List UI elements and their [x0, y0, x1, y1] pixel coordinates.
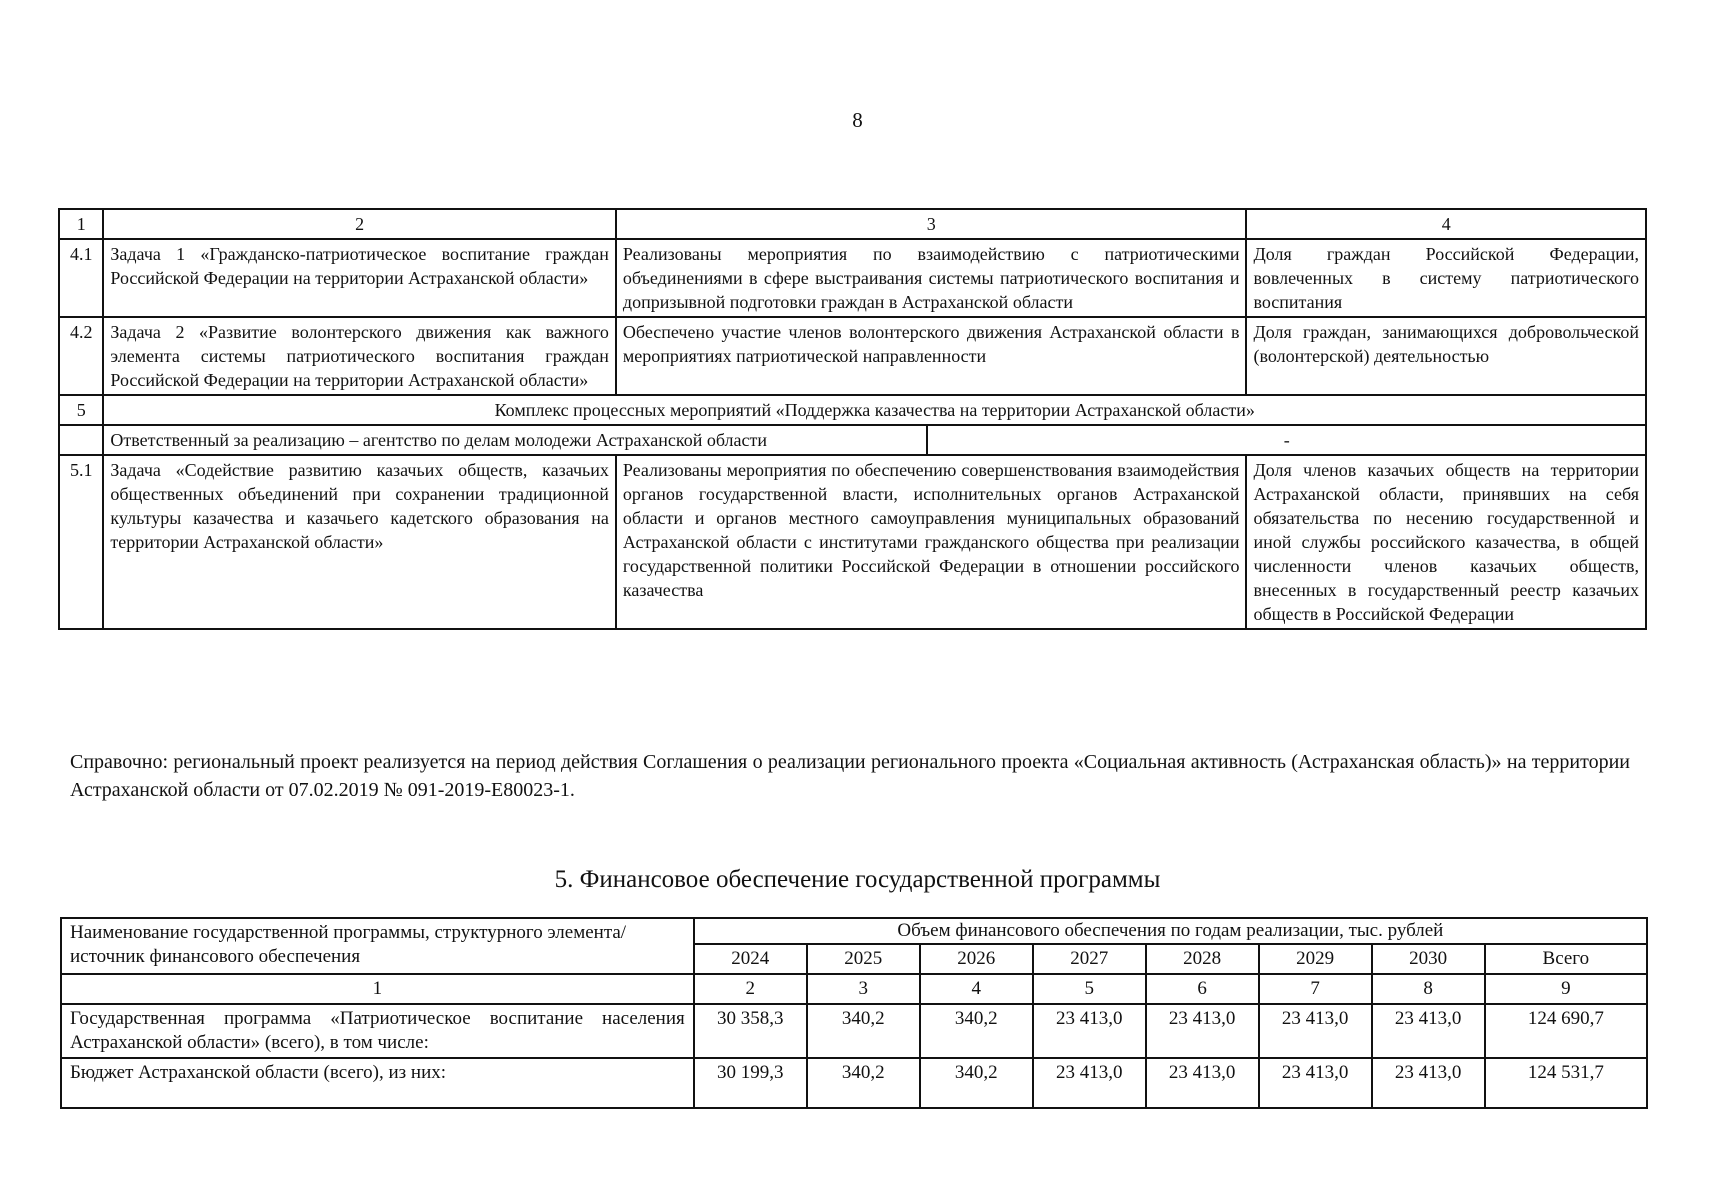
result-cell: Реализованы мероприятия по обеспечению совершенствования взаимодействия органов государственной власти, исполнительных органов Астраханской области и органов местного самоуправления муниципальных образований Астраханской области с институтами гражданского общества при реализации государственной политики Российской Федерации в отношении российского казачества — [616, 455, 1247, 629]
task-cell: Задача 2 «Развитие волонтерского движения как важного элемента системы патриотического воспитания граждан Российской Федерации на территории Астраханской области» — [103, 317, 616, 395]
column-number: 9 — [1485, 974, 1647, 1004]
table-row — [59, 317, 1646, 395]
row-number: 4.2 — [59, 317, 103, 395]
source-name: Бюджет Астраханской области (всего), из них: — [61, 1058, 694, 1108]
responsible-row — [59, 425, 1646, 455]
table-row — [59, 239, 1646, 317]
total-cell: 124 690,7 — [1485, 1004, 1647, 1058]
column-number: 1 — [59, 209, 103, 239]
row-number: 5.1 — [59, 455, 103, 629]
finance-table — [60, 917, 1648, 1109]
task-cell: Задача «Содействие развитию казачьих обществ, казачьих общественных объединений при сохранении традиционной культуры казачества и казачьего кадетского образования на территории Астраханской области» — [103, 455, 616, 629]
tasks-table — [58, 208, 1647, 630]
finance-header-row — [61, 918, 1647, 944]
responsible-value: - — [1283, 430, 1290, 450]
result-cell: Реализованы мероприятия по взаимодействию с патриотическими объединениями в сфере выстраивания системы патриотического воспитания и допризывной подготовки граждан в Астраханской области — [616, 239, 1247, 317]
column-number: 3 — [807, 974, 920, 1004]
value-cell: 30 199,3 — [694, 1058, 807, 1108]
section-title: 5. Финансовое обеспечение государственной программы — [554, 866, 1161, 893]
value-cell: 340,2 — [807, 1058, 920, 1108]
column-number: 4 — [920, 974, 1033, 1004]
indicator-cell: Доля членов казачьих обществ на территории Астраханской области, принявших на себя обязательства по несению государственной и иной службы российского казачества, в общей численности членов казачьих обществ, внесенных в государственный реестр казачьих обществ в Российской Федерации — [1246, 455, 1646, 629]
value-cell: 23 413,0 — [1372, 1058, 1485, 1108]
program-name: Государственная программа «Патриотическое воспитание населения Астраханской области» (всего), в том числе: — [61, 1004, 694, 1058]
value-cell: 23 413,0 — [1146, 1058, 1259, 1108]
section-title-cell: Комплекс процессных мероприятий «Поддержка казачества на территории Астраханской области» — [103, 395, 1646, 425]
year-header: 2027 — [1033, 944, 1146, 974]
indicator-cell: Доля граждан, занимающихся добровольческой (волонтерской) деятельностью — [1246, 317, 1646, 395]
year-header: 2029 — [1259, 944, 1372, 974]
value-cell: 23 413,0 — [1033, 1004, 1146, 1058]
finance-row — [61, 1004, 1647, 1058]
value-cell: 23 413,0 — [1146, 1004, 1259, 1058]
column-number: 3 — [616, 209, 1247, 239]
table-header-row — [59, 209, 1646, 239]
name-header: Наименование государственной программы, структурного элемента/источник финансового обеспечения — [61, 918, 694, 974]
responsible-cell — [103, 425, 1646, 455]
column-number: 8 — [1372, 974, 1485, 1004]
year-header: 2026 — [920, 944, 1033, 974]
section-row — [59, 395, 1646, 425]
row-number: 4.1 — [59, 239, 103, 317]
value-cell: 340,2 — [807, 1004, 920, 1058]
total-cell: 124 531,7 — [1485, 1058, 1647, 1108]
responsible-text: Ответственный за реализацию – агентство по делам молодежи Астраханской области — [104, 426, 928, 454]
year-header: 2025 — [807, 944, 920, 974]
column-number: 6 — [1146, 974, 1259, 1004]
reference-note: Справочно: региональный проект реализуется на период действия Соглашения о реализации регионального проекта «Социальная активность (Астраханская область)» на территории Астраханской области от 07.02.2019 № 091-2019-Е80023-1. — [70, 751, 1630, 801]
page-number: 8 — [852, 108, 863, 132]
value-cell: 23 413,0 — [1259, 1058, 1372, 1108]
total-header: Всего — [1485, 944, 1647, 974]
row-number: 5 — [59, 395, 103, 425]
value-cell: 23 413,0 — [1259, 1004, 1372, 1058]
column-numbers-row — [61, 974, 1647, 1004]
year-header: 2024 — [694, 944, 807, 974]
result-cell: Обеспечено участие членов волонтерского движения Астраханской области в мероприятиях патриотической направленности — [616, 317, 1247, 395]
column-number: 5 — [1033, 974, 1146, 1004]
column-number: 4 — [1246, 209, 1646, 239]
task-cell: Задача 1 «Гражданско-патриотическое воспитание граждан Российской Федерации на территории Астраханской области» — [103, 239, 616, 317]
value-cell: 30 358,3 — [694, 1004, 807, 1058]
value-cell: 340,2 — [920, 1004, 1033, 1058]
year-header: 2030 — [1372, 944, 1485, 974]
value-cell: 23 413,0 — [1372, 1004, 1485, 1058]
column-number: 2 — [694, 974, 807, 1004]
value-cell: 23 413,0 — [1033, 1058, 1146, 1108]
column-number: 7 — [1259, 974, 1372, 1004]
value-cell: 340,2 — [920, 1058, 1033, 1108]
finance-row — [61, 1058, 1647, 1108]
column-number: 1 — [61, 974, 694, 1004]
table-row — [59, 455, 1646, 629]
year-header: 2028 — [1146, 944, 1259, 974]
column-number: 2 — [103, 209, 616, 239]
volume-header: Объем финансового обеспечения по годам реализации, тыс. рублей — [694, 918, 1647, 944]
indicator-cell: Доля граждан Российской Федерации, вовлеченных в систему патриотического воспитания — [1246, 239, 1646, 317]
empty-cell — [59, 425, 103, 455]
